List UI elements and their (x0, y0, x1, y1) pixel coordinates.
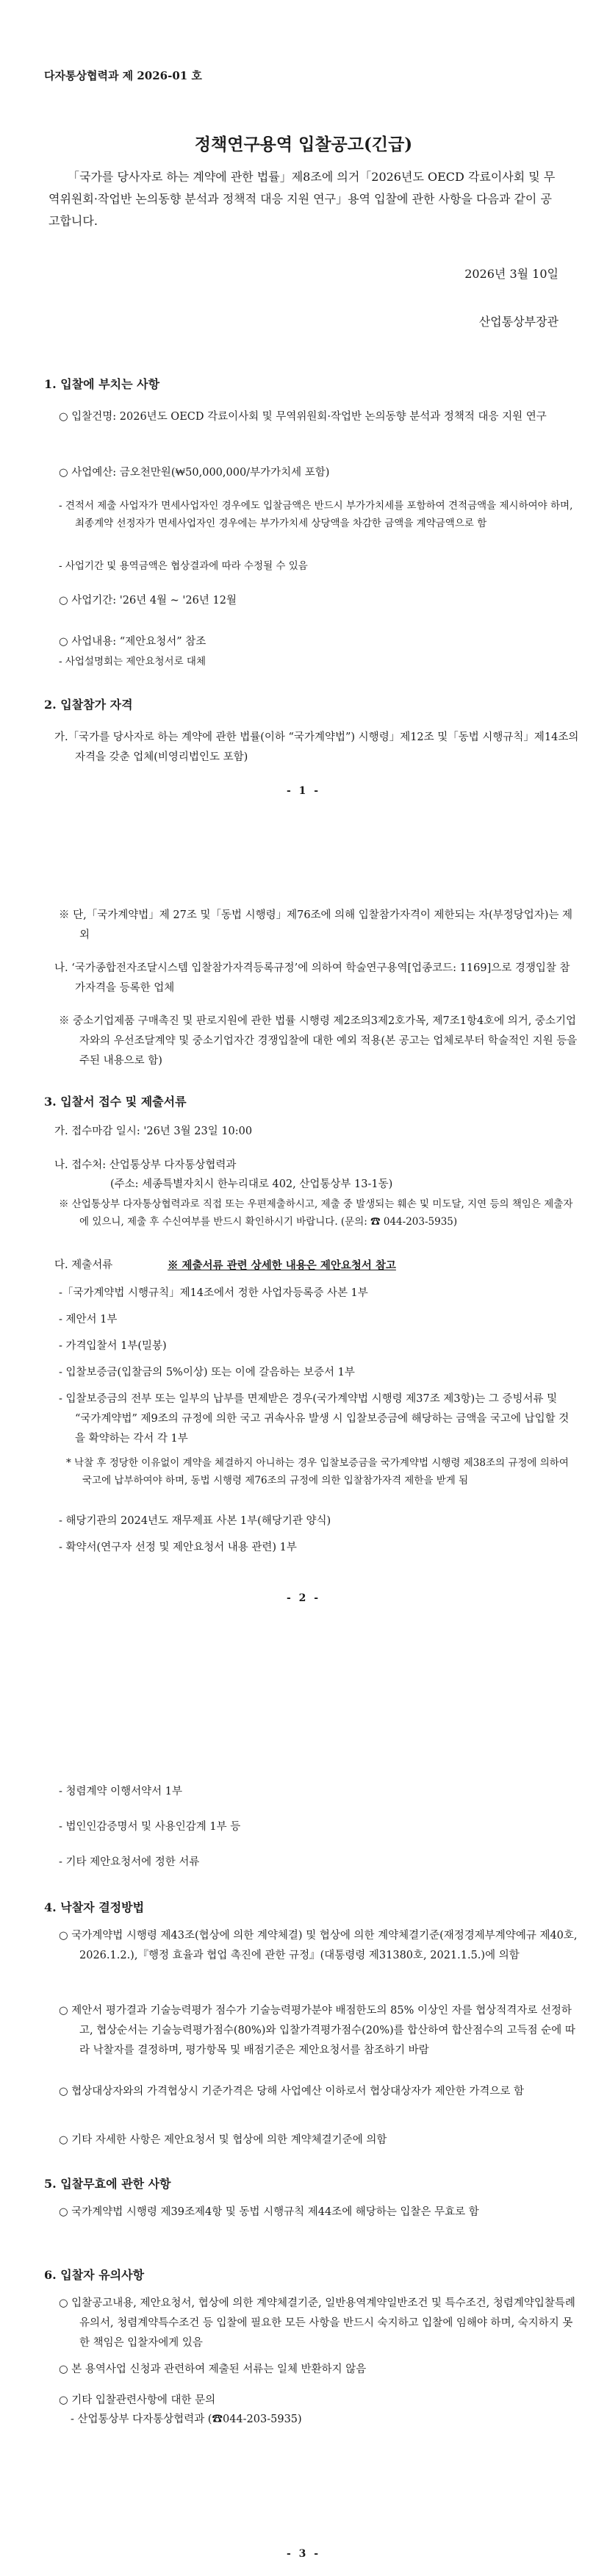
contact-info: - 산업통상부 다자통상협력과 (☎044-203-5935) (71, 2414, 302, 2425)
doc-item: -「국가계약법 시행규칙」제14조에서 정한 사업자등록증 사본 1부 (59, 1287, 368, 1299)
section-3-heading: 3. 입찰서 접수 및 제출서류 (44, 1095, 187, 1109)
doc-item: - 확약서(연구자 선정 및 제안요청서 내용 관련) 1부 (59, 1542, 297, 1553)
announcement-date: 2026년 3월 10일 (464, 267, 558, 281)
qualification-exclusion-note: ※ 단,「국가계약법」제 27조 및「동법 시행령」제76조에 의해 입찰참가자격이 제한되는 자(부정당업자)는 제외 (59, 909, 573, 941)
page-1 (0, 0, 607, 859)
section-6-heading: 6. 입찰자 유의사항 (44, 2268, 145, 2282)
intro-paragraph: 「국가를 당사자로 하는 계약에 관한 법률」제8조에 의거「2026년도 OECD 각료이사회 및 무역위원회·작업반 논의동향 분석과 정책적 대응 지원 연구」용역 입찰에 관한 사항을 다음과 같이 공고합니다. (49, 170, 556, 228)
qualification-ga: 가.「국가를 당사자로 하는 계약에 관한 법률(이하 “국가계약법”) 시행령」제12조 및「동법 시행규칙」제14조의 자격을 갖춘 업체(비영리법인도 포함) (54, 731, 579, 763)
page-number: - 1 - (286, 785, 321, 797)
qualification-na: 나. ‘국가종합전자조달시스템 입찰참가자격등록규정’에 의하여 학술연구용역[업종코드: 1169]으로 경쟁입찰 참가자격을 등록한 업체 (54, 962, 570, 994)
submission-docs-note: ※ 제출서류 관련 상세한 내용은 제안요청서 참고 (168, 1259, 396, 1272)
award-method-other: ○ 기타 자세한 사항은 제안요청서 및 협상에 의한 계약체결기준에 의함 (59, 2134, 387, 2146)
section-1-heading: 1. 입찰에 부치는 사항 (44, 377, 160, 391)
deposit-exemption: - 입찰보증금의 전부 또는 일부의 납부를 면제받은 경우(국가계약법 시행령 제37조 제3항)는 그 증빙서류 및 “국가계약법” 제9조의 규정에 의한 국고 귀속사유 발생 시 입찰보증금에 해당하는 금액을 국고에 납입할 것을 확약하는 각서 각 1부 (59, 1393, 570, 1445)
submission-docs-label: 다. 제출서류 (54, 1259, 113, 1271)
budget-note-negotiation: - 사업기간 및 용역금액은 협상결과에 따라 수정될 수 있음 (59, 560, 308, 572)
award-method-evaluation: ○ 제안서 평가결과 기술능력평가 점수가 기술능력평가분야 배점한도의 85% 이상인 자를 협상적격자로 선정하고, 협상순서는 기술능력평가점수(80%)와 입찰가격평가점수(20%)를 합산하여 합산점수의 고득점 순에 따라 낙찰자를 결정하며, 평가항목 및 배점기준은 제안요청서를 참조하기 바람 (59, 2005, 575, 2056)
submission-note: ※ 산업통상부 다자통상협력과로 직접 또는 우편제출하시고, 제출 중 발생되는 훼손 및 미도달, 지연 등의 책임은 제출자에 있으니, 제출 후 수신여부를 반드시 확인하시기 바랍니다. (문의: ☎ 044-203-5935) (59, 1198, 573, 1228)
deadline: 가. 접수마감 일시: '26년 3월 23일 10:00 (54, 1126, 253, 1137)
bidder-caution-1: ○ 입찰공고내용, 제안요청서, 협상에 의한 계약체결기준, 일반용역계약일반조건 및 특수조건, 청렴계약입찰특례유의서, 청렴계약특수조건 등 입찰에 필요한 모든 사항을 반드시 숙지하고 입찰에 임해야 하며, 숙지하지 못한 책임은 입찰자에게 있음 (59, 2297, 575, 2349)
invalid-bid-rule: ○ 국가계약법 시행령 제39조제4항 및 동법 시행규칙 제44조에 해당하는 입찰은 무효로 함 (59, 2206, 479, 2218)
doc-item: - 청렴계약 이행서약서 1부 (59, 1786, 183, 1797)
page-title: 정책연구용역 입찰공고(긴급) (194, 135, 413, 154)
section-4-heading: 4. 낙찰자 결정방법 (44, 1900, 145, 1914)
reception-address: (주소: 세종특별자치시 한누리대로 402, 산업통상부 13-1동) (110, 1178, 393, 1190)
doc-item: - 가격입찰서 1부(밀봉) (59, 1340, 167, 1352)
issuing-agency: 산업통상부장관 (478, 315, 558, 329)
page-number: - 2 - (286, 1592, 321, 1604)
doc-item: - 법인인감증명서 및 사용인감계 1부 등 (59, 1821, 241, 1833)
deposit-note: * 낙찰 후 정당한 이유없이 계약을 체결하지 아니하는 경우 입찰보증금을 국가계약법 시행령 제38조의 규정에 의하여 국고에 납부하여야 하며, 동법 시행령 제76조의 규정에 의한 입찰참가자격 제한을 받게 됨 (66, 1457, 569, 1486)
section-5-heading: 5. 입찰무효에 관한 사항 (44, 2177, 171, 2191)
award-method-basis: ○ 국가계약법 시행령 제43조(협상에 의한 계약체결) 및 협상에 의한 계약체결기준(재정경제부계약예규 제40호, 2026.1.2.),『행정 효율과 협업 촉진에 관한 규정』(대통령령 제31380호, 2021.1.5.)에 의함 (59, 1930, 578, 1961)
budget: ○ 사업예산: 금오천만원(₩50,000,000/부가가치세 포함) (59, 467, 330, 479)
doc-item: - 제안서 1부 (59, 1314, 118, 1325)
bid-name: ○ 입찰건명: 2026년도 OECD 각료이사회 및 무역위원회·작업반 논의동향 분석과 정책적 대응 지원 연구 (59, 411, 547, 423)
section-2-heading: 2. 입찰참가 자격 (44, 698, 133, 712)
briefing-note: - 사업설명회는 제안요청서로 대체 (59, 656, 206, 668)
page-3 (0, 1717, 607, 2576)
page-2 (0, 859, 607, 1717)
page-number: - 3 - (286, 2548, 321, 2560)
bidder-caution-2: ○ 본 용역사업 신청과 관련하여 제출된 서류는 일체 반환하지 않음 (59, 2364, 367, 2375)
doc-item: - 해당기관의 2024년도 재무제표 사본 1부(해당기관 양식) (59, 1515, 331, 1527)
budget-note-vat: - 견적서 제출 사업자가 면세사업자인 경우에도 입찰금액은 반드시 부가가치세를 포함하여 견적금액을 제시하여야 하며, 최종계약 선정자가 면세사업자인 경우에는 부가가치세 상당액을 차감한 금액을 계약금액으로 함 (59, 500, 573, 529)
project-period: ○ 사업기간: '26년 4월 ~ '26년 12월 (59, 595, 237, 607)
doc-item: - 기타 제안요청서에 정한 서류 (59, 1856, 200, 1868)
award-method-price: ○ 협상대상자와의 가격협상시 기준가격은 당해 사업예산 이하로서 협상대상자가 제안한 가격으로 함 (59, 2086, 525, 2097)
doc-item: - 입찰보증금(입찰금의 5%이상) 또는 이에 갈음하는 보증서 1부 (59, 1367, 355, 1378)
sme-exception-note: ※ 중소기업제품 구매촉진 및 판로지원에 관한 법률 시행령 제2조의3제2호가목, 제7조1항4호에 의거, 중소기업자와의 우선조달계약 및 중소기업자간 경쟁입찰에 대한 예외 적용(본 공고는 업체로부터 학술적인 지원 등을 주된 내용으로 함) (59, 1015, 578, 1067)
project-content: ○ 사업내용: “제안요청서” 참조 (59, 636, 206, 648)
document-number: 다자통상협력과 제 2026-01 호 (44, 69, 202, 82)
bidder-caution-3: ○ 기타 입찰관련사항에 대한 문의 (59, 2394, 216, 2406)
reception: 나. 접수처: 산업통상부 다자통상협력과 (54, 1159, 237, 1171)
